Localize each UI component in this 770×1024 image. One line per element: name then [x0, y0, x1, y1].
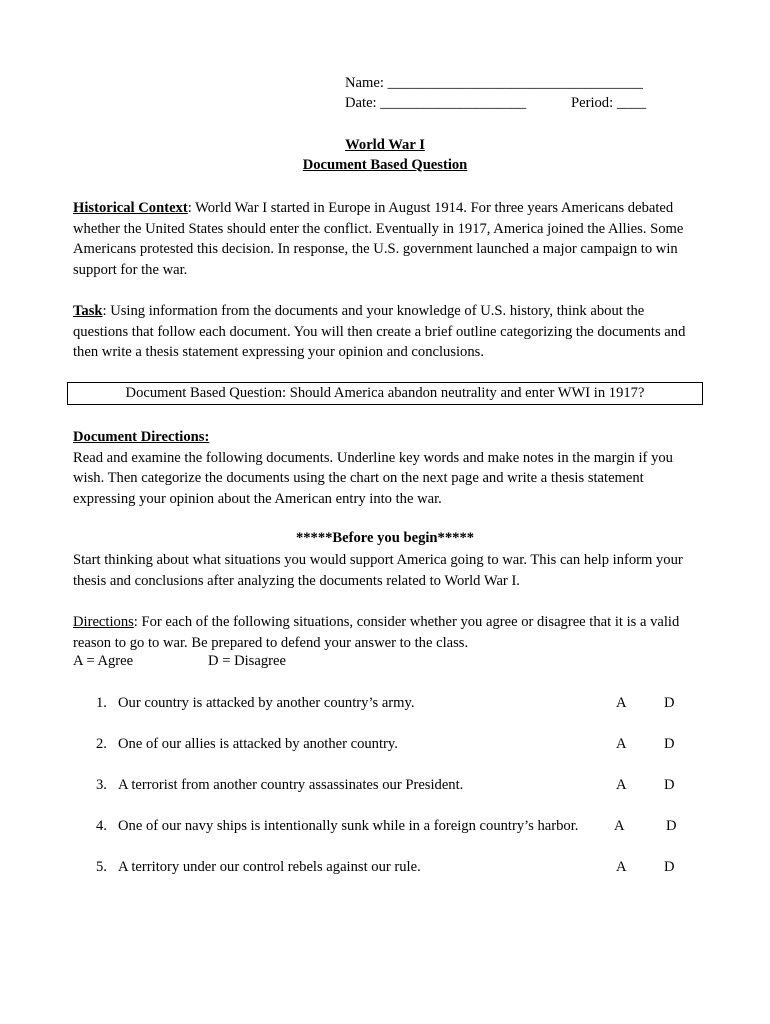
directions-label: Directions [73, 614, 134, 630]
agree-option[interactable]: A [616, 695, 627, 711]
agree-option[interactable]: A [616, 777, 627, 793]
title-line-1: World War I [345, 137, 425, 153]
before-begin-heading: *****Before you begin***** [295, 530, 475, 546]
dbq-box: Document Based Question: Should America abandon neutrality and enter WWI in 1917? [67, 382, 703, 405]
period-line [571, 95, 646, 112]
situation-text: One of our navy ships is intentionally sunk while in a foreign country’s harbor. [118, 818, 579, 834]
situation-number: 4. [96, 818, 107, 834]
situation-text: Our country is attacked by another country’s army. [118, 695, 415, 711]
date-blank[interactable]: ____________________ [380, 95, 527, 111]
date-label: Date: [345, 95, 377, 111]
situation-item [96, 693, 686, 713]
name-blank[interactable]: ___________________________________ [387, 75, 643, 91]
disagree-option[interactable]: D [666, 818, 677, 834]
task-text: : Using information from the documents and your knowledge of U.S. history, think about the questions that follow each document. You will then create a brief outline categorizing the documents and then write a thesis statement expressing your opinion and conclusions. [73, 303, 686, 361]
situation-text: A terrorist from another country assassinates our President. [118, 777, 464, 793]
situation-text: One of our allies is attacked by another country. [118, 736, 398, 752]
situation-number: 1. [96, 695, 107, 711]
disagree-option[interactable]: D [664, 777, 675, 793]
historical-context-text: : World War I started in Europe in August 1914. For three years Americans debated whether the United States should enter the conflict. Eventually in 1917, America joined the Allies. Some Americans protested this decision. In response, the U.S. government launched a major campaign to win support for the war. [73, 200, 684, 278]
before-begin-text: Start thinking about what situations you would support America going to war. This can help inform your thesis and conclusions after analyzing the documents related to World War I. [73, 552, 683, 589]
document-directions [73, 427, 703, 509]
situation-number: 5. [96, 859, 107, 875]
key-agree: A = Agree [73, 653, 134, 669]
directions [73, 612, 703, 653]
situation-number: 3. [96, 777, 107, 793]
task [73, 301, 703, 363]
name-line [345, 75, 643, 92]
document-directions-text: Read and examine the following documents. Underline key words and make notes in the margin if you wish. Then categorize the documents using the chart on the next page and write a thesis statement expressing your opinion about the American entry into the war. [73, 449, 673, 507]
situation-item [96, 775, 686, 795]
disagree-option[interactable]: D [664, 859, 675, 875]
directions-text: : For each of the following situations, consider whether you agree or disagree that it is a valid reason to go to war. Be prepared to defend your answer to the class. [73, 614, 680, 651]
disagree-option[interactable]: D [664, 736, 675, 752]
disagree-option[interactable]: D [664, 695, 675, 711]
date-line [345, 95, 526, 112]
situation-item [96, 734, 686, 754]
situation-item [96, 857, 686, 877]
situation-number: 2. [96, 736, 107, 752]
document-directions-label: Document Directions: [73, 429, 210, 445]
historical-context [73, 198, 703, 280]
situation-text: A territory under our control rebels against our rule. [118, 859, 421, 875]
historical-context-label: Historical Context [73, 200, 188, 216]
name-label: Name: [345, 75, 384, 91]
agree-option[interactable]: A [616, 859, 627, 875]
period-label: Period: [571, 95, 614, 111]
key-disagree: D = Disagree [208, 653, 286, 669]
agree-option[interactable]: A [616, 736, 627, 752]
title-line-2: Document Based Question [302, 157, 468, 173]
period-blank[interactable]: ____ [616, 95, 647, 111]
agree-option[interactable]: A [614, 818, 625, 834]
situation-item [96, 816, 686, 836]
task-label: Task [73, 303, 103, 319]
